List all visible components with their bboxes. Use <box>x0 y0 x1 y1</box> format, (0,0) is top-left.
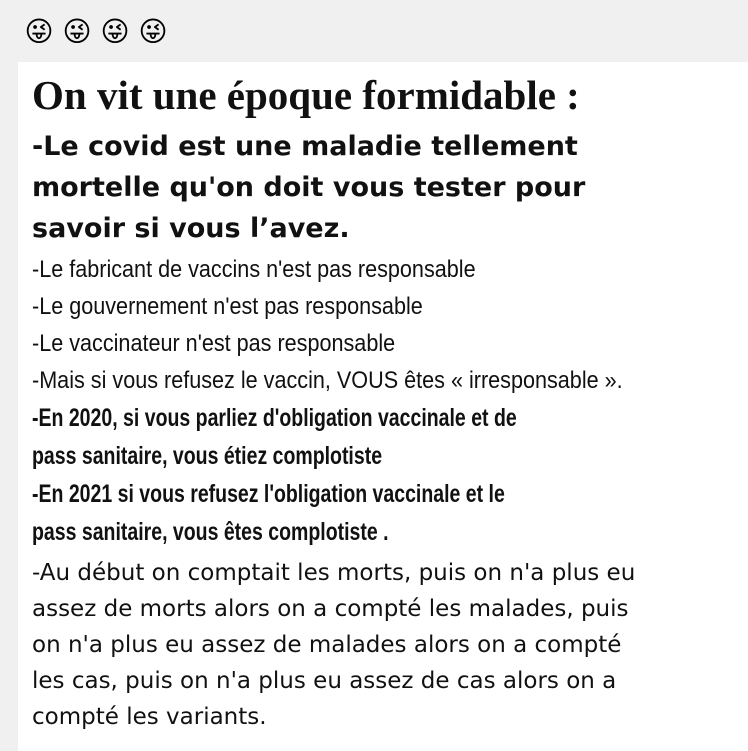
lead-line: savoir si vous l’avez. <box>32 213 350 244</box>
counting-paragraph <box>32 555 738 735</box>
lead-line: -Le covid est une maladie tellement <box>32 131 578 162</box>
winking-tongue-emoji-icon: 😜 <box>100 15 130 48</box>
final-line: assez de morts alors on a compté les malades, puis <box>32 596 629 622</box>
final-line: on n'a plus eu assez de malades alors on a compté <box>32 632 622 658</box>
winking-tongue-emoji-icon: 😜 <box>24 15 54 48</box>
list-item: -Mais si vous refusez le vaccin, VOUS êtes « irresponsable ». <box>32 367 623 394</box>
condensed-line: -En 2020, si vous parliez d'obligation vaccinale et de <box>32 404 517 432</box>
condensed-line: -En 2021 si vous refusez l'obligation vaccinale et le <box>32 480 505 508</box>
winking-tongue-emoji-icon: 😜 <box>62 15 92 48</box>
emoji-row <box>22 14 170 50</box>
text-content <box>32 62 738 735</box>
winking-tongue-emoji-icon: 😜 <box>138 15 168 48</box>
list-item: -Le gouvernement n'est pas responsable <box>32 293 423 320</box>
list-item: -Le fabricant de vaccins n'est pas responsable <box>32 256 476 283</box>
complotiste-paragraph <box>32 399 738 551</box>
list-item: -Le vaccinateur n'est pas responsable <box>32 330 396 357</box>
lead-paragraph <box>32 126 738 249</box>
card-title: On vit une époque formidable : <box>32 72 580 118</box>
final-line: compté les variants. <box>32 704 267 730</box>
final-line: les cas, puis on n'a plus eu assez de cas alors on a <box>32 668 617 694</box>
final-line: -Au début on comptait les morts, puis on n'a plus eu <box>32 560 636 586</box>
responsibility-list <box>32 251 738 399</box>
lead-line: mortelle qu'on doit vous tester pour <box>32 172 586 203</box>
condensed-line: pass sanitaire, vous êtes complotiste . <box>32 518 389 546</box>
condensed-line: pass sanitaire, vous étiez complotiste <box>32 442 383 470</box>
text-card <box>18 62 748 751</box>
